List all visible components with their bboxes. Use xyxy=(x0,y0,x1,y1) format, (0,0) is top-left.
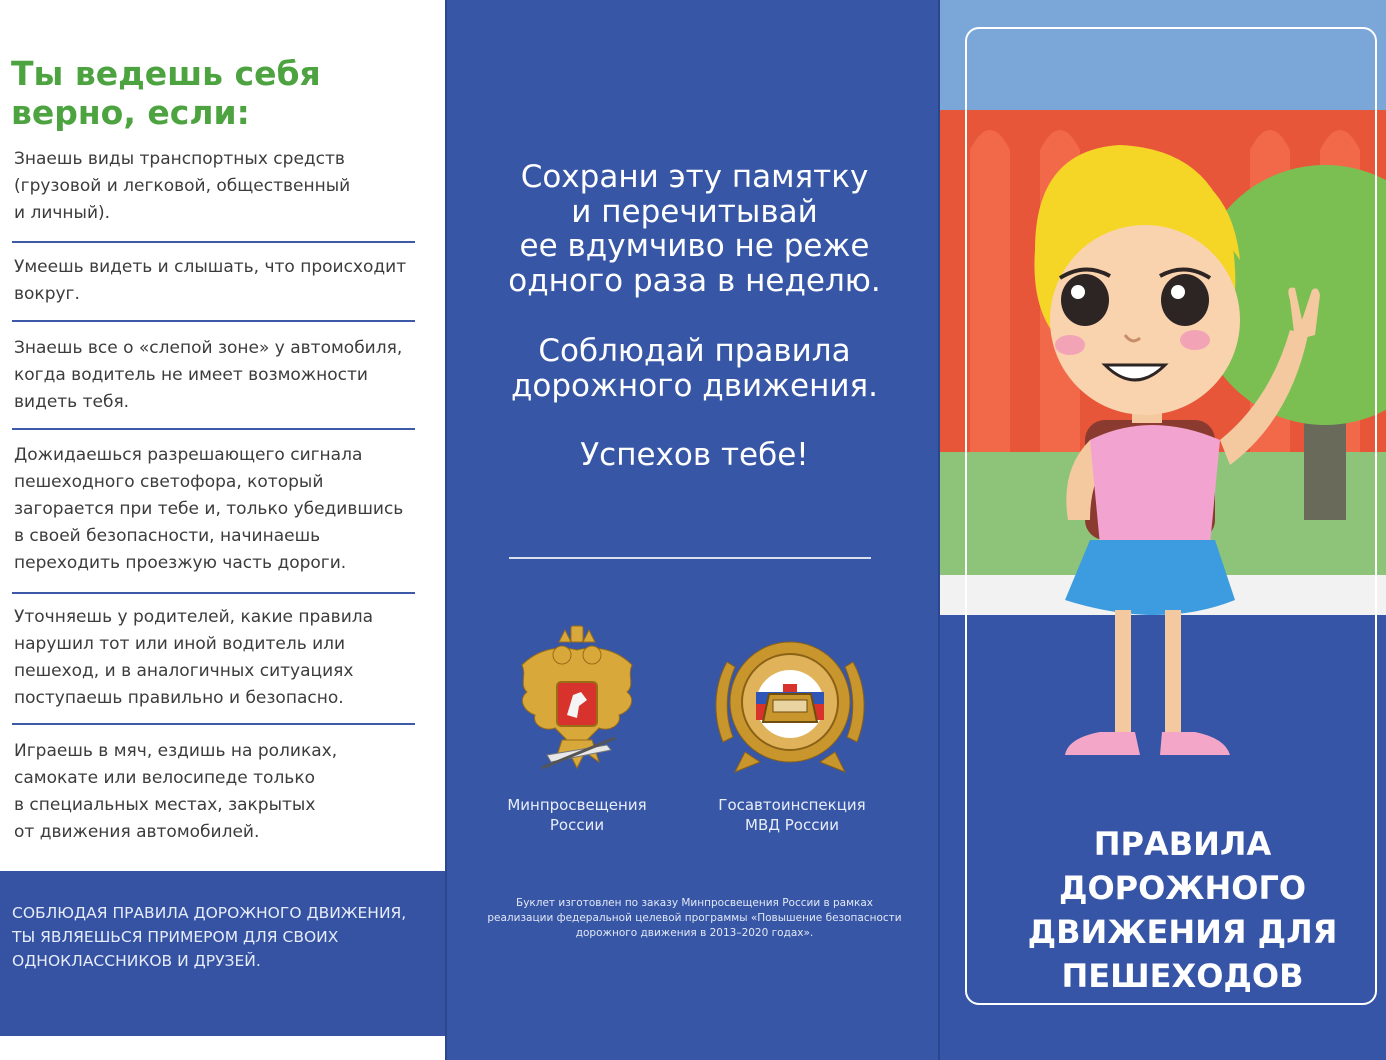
traffic-police-caption: Госавтоинспекция МВД России xyxy=(718,796,866,834)
left-panel xyxy=(0,0,445,1060)
booklet-note: Буклет изготовлен по заказу Минпросвещения России в рамках реализации федеральной целевой программы «Повышение безопасности дорожного движения в 2013–2020 годах». xyxy=(487,897,902,939)
ministry-emblem-icon xyxy=(507,620,647,780)
middle-divider xyxy=(509,557,871,559)
rule-item-6: Играешь в мяч, ездишь на роликах, самокате или велосипеде только в специальных местах, закрытых от движения автомобилей. xyxy=(14,741,338,842)
middle-panel xyxy=(445,0,940,1060)
divider-line xyxy=(12,428,415,430)
rule-item-5: Уточняешь у родителей, какие правила нарушил тот или иной водитель или пешеход, и в аналогичных ситуациях поступаешь правильно и безопасно. xyxy=(14,607,374,708)
rule-item-3: Знаешь все о «слепой зоне» у автомобиля, когда водитель не имеет возможности видеть тебя. xyxy=(14,338,403,412)
left-heading: Ты ведешь себя верно, если: xyxy=(11,54,321,132)
left-footer-banner xyxy=(0,871,445,1036)
divider-line xyxy=(12,592,415,594)
traffic-police-emblem-icon xyxy=(705,622,875,782)
booklet-title: ПРАВИЛА ДОРОЖНОГО ДВИЖЕНИЯ ДЛЯ ПЕШЕХОДОВ xyxy=(1027,825,1338,995)
good-luck-message: Успехов тебе! xyxy=(580,437,809,473)
right-panel xyxy=(940,0,1386,1060)
ministry-caption: Минпросвещения России xyxy=(507,796,647,834)
divider-line xyxy=(12,320,415,322)
footer-slogan: СОБЛЮДАЯ ПРАВИЛА ДОРОЖНОГО ДВИЖЕНИЯ, ТЫ ЯВЛЯЕШЬСЯ ПРИМЕРОМ ДЛЯ СВОИХ ОДНОКЛАССНИКОВ И ДРУЗЕЙ. xyxy=(12,904,407,970)
rule-item-1: Знаешь виды транспортных средств (грузовой и легковой, общественный и личный). xyxy=(14,149,351,223)
rule-item-4: Дожидаешься разрешающего сигнала пешеходного светофора, который загорается при тебе и, только убедившись в своей безопасности, начинаешь переходить проезжую часть дороги. xyxy=(14,445,404,573)
divider-line xyxy=(12,241,415,243)
keep-booklet-message: Сохрани эту памятку и перечитывай ее вдумчиво не реже одного раза в неделю. xyxy=(508,159,881,299)
follow-rules-message: Соблюдай правила дорожного движения. xyxy=(510,333,879,404)
rule-item-2: Умеешь видеть и слышать, что происходит вокруг. xyxy=(14,257,407,304)
divider-line xyxy=(12,723,415,725)
